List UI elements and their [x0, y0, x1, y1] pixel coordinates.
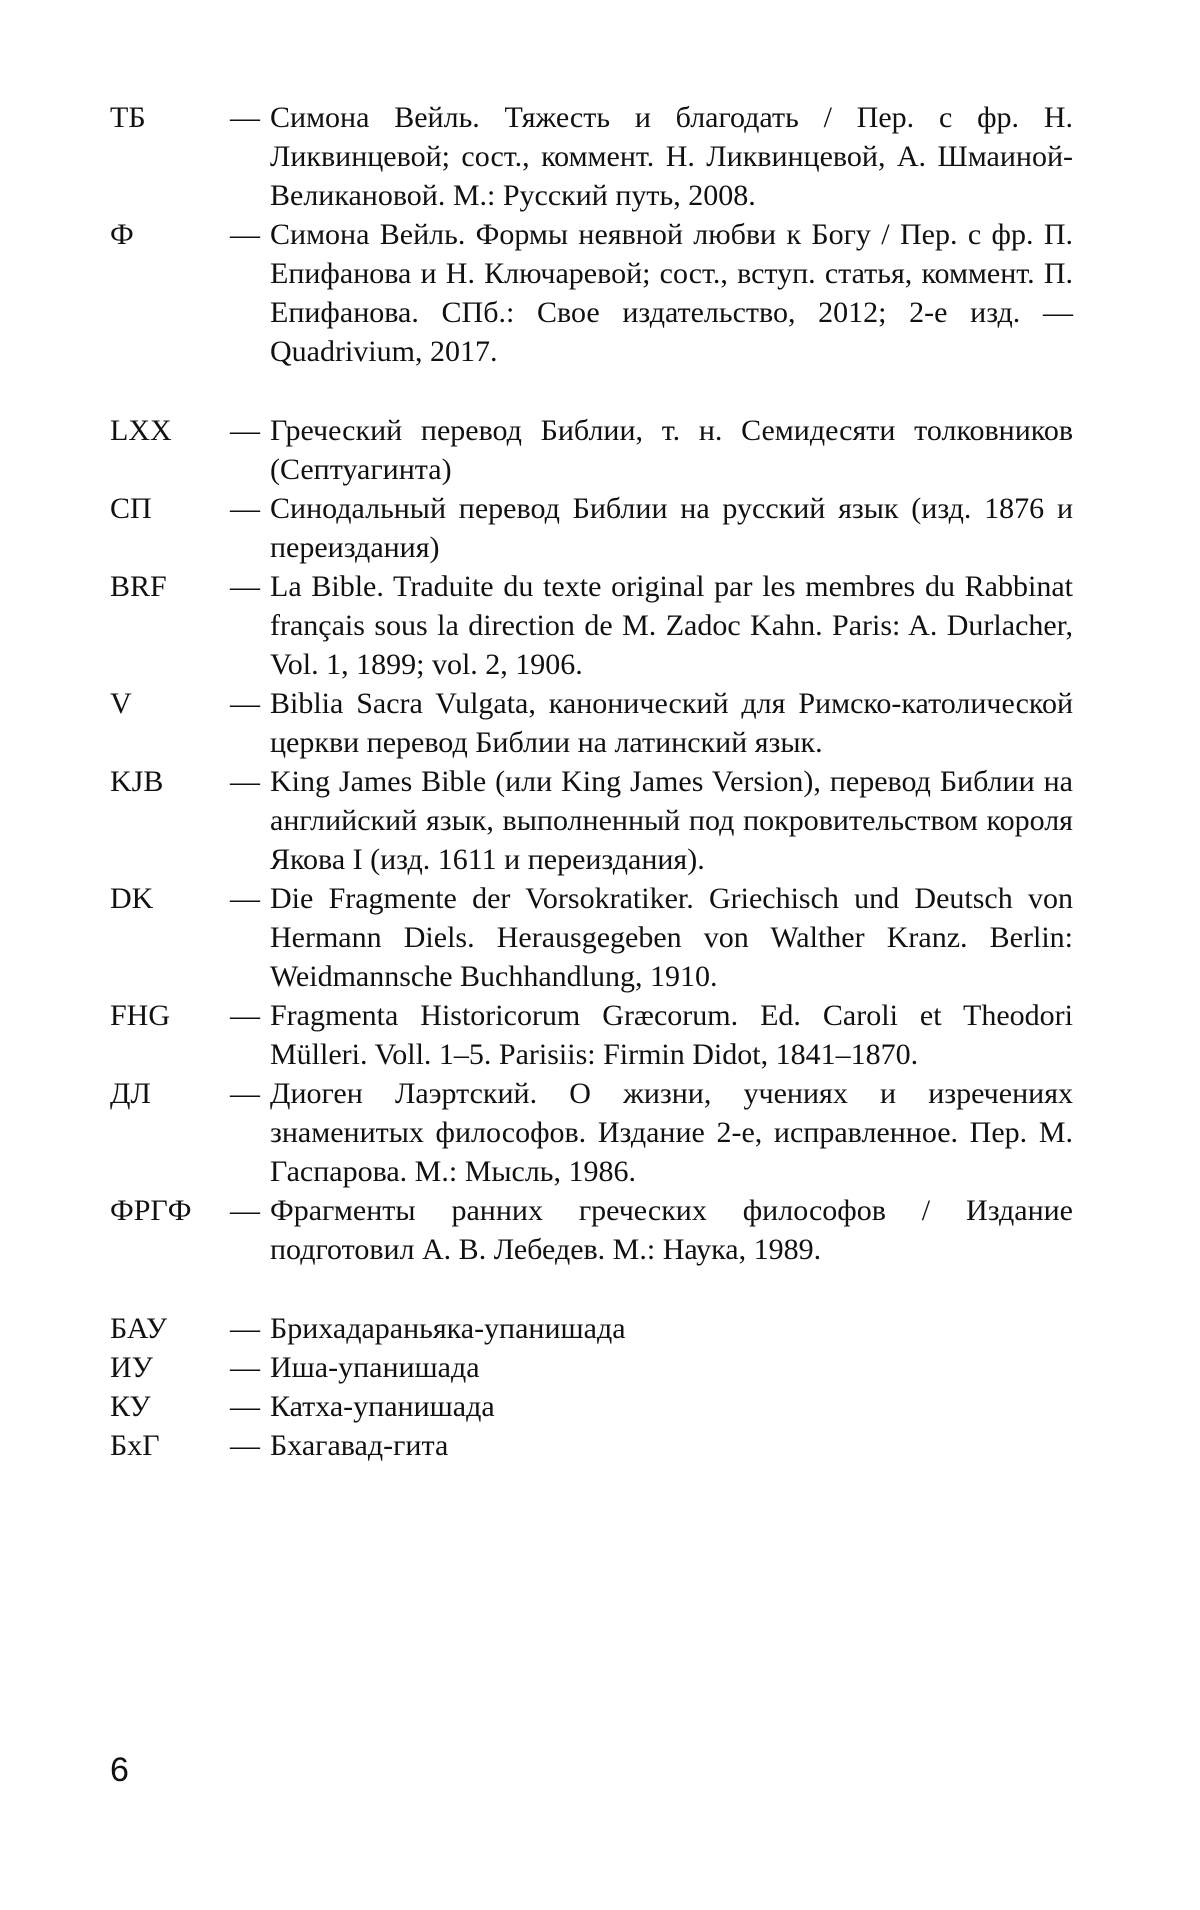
abbreviations-list [110, 98, 1090, 1465]
em-dash: — [230, 414, 260, 447]
page-number: 6 [110, 1751, 129, 1789]
abbreviation-definition [230, 1426, 1073, 1465]
em-dash: — [230, 101, 260, 134]
abbreviation-definition [230, 1348, 1073, 1387]
definition-text: Симона Вейль. Формы неявной любви к Богу / Пер. с фр. П. Епифанова и Н. Ключаревой; сост., вступ. статья, коммент. П. Епифанова. СПб.: Свое издательство, 2012; 2-е изд. — Quadrivium, 2017. [270, 218, 1073, 368]
em-dash: — [230, 1351, 260, 1384]
abbreviation-group-weil [110, 98, 1090, 371]
definition-text: Biblia Sacra Vulgata, канонический для Римско-католической церкви перевод Библии на латинский язык. [270, 687, 1073, 759]
definition-text: Fragmenta Historicorum Græcorum. Ed. Caroli et Theodori Mülleri. Voll. 1–5. Parisiis: Firmin Didot, 1841–1870. [270, 999, 1073, 1071]
definition-text: Катха-упанишада [270, 1390, 495, 1423]
em-dash: — [230, 1390, 260, 1423]
abbreviation-term: ДЛ [110, 1077, 151, 1110]
abbreviation-entry [110, 1426, 1090, 1465]
abbreviation-entry [110, 1191, 1090, 1269]
abbreviation-definition [230, 1387, 1073, 1426]
abbreviation-definition [230, 1309, 1073, 1348]
abbreviation-entry [110, 1348, 1090, 1387]
abbreviation-entry [110, 879, 1090, 996]
abbreviation-definition [230, 1074, 1073, 1191]
definition-text: Иша-упанишада [270, 1351, 480, 1384]
abbreviation-term: КУ [110, 1390, 151, 1423]
definition-text: Греческий перевод Библии, т. н. Семидесяти толковников (Септуагинта) [270, 414, 1073, 486]
abbreviation-term: FHG [110, 999, 171, 1032]
definition-text: Диоген Лаэртский. О жизни, учениях и изречениях знаменитых философов. Издание 2-е, исправленное. Пер. М. Гаспарова. М.: Мысль, 1986. [270, 1077, 1073, 1188]
abbreviation-term: V [110, 687, 132, 720]
abbreviation-entry [110, 684, 1090, 762]
abbreviation-term: Ф [110, 218, 134, 251]
em-dash: — [230, 1312, 260, 1345]
abbreviation-entry [110, 762, 1090, 879]
definition-text: King James Bible (или King James Version), перевод Библии на английский язык, выполненный под покровительством короля Якова I (изд. 1611 и переиздания). [270, 765, 1073, 876]
abbreviation-definition [230, 98, 1073, 215]
definition-text: Синодальный перевод Библии на русский язык (изд. 1876 и переиздания) [270, 492, 1073, 564]
abbreviation-term: ИУ [110, 1351, 153, 1384]
definition-text: La Bible. Traduite du texte original par les membres du Rabbinat français sous la direction de M. Zadoc Kahn. Paris: A. Durlacher, Vol. 1, 1899; vol. 2, 1906. [270, 570, 1073, 681]
abbreviation-entry [110, 1309, 1090, 1348]
em-dash: — [230, 882, 260, 915]
abbreviation-entry [110, 1074, 1090, 1191]
definition-text: Брихадараньяка-упанишада [270, 1312, 626, 1345]
abbreviation-entry [110, 567, 1090, 684]
abbreviation-definition [230, 489, 1073, 567]
em-dash: — [230, 570, 260, 603]
abbreviation-entry [110, 98, 1090, 215]
abbreviation-group-indian [110, 1309, 1090, 1465]
abbreviation-entry [110, 411, 1090, 489]
em-dash: — [230, 687, 260, 720]
definition-text: Фрагменты ранних греческих философов / Издание подготовил А. В. Лебедев. М.: Наука, 1989. [270, 1194, 1073, 1266]
abbreviation-entry [110, 1387, 1090, 1426]
abbreviation-entry [110, 215, 1090, 371]
abbreviation-term: KJB [110, 765, 164, 798]
em-dash: — [230, 765, 260, 798]
abbreviation-definition [230, 996, 1073, 1074]
definition-text: Бхагавад-гита [270, 1429, 449, 1462]
abbreviation-definition [230, 879, 1073, 996]
abbreviation-term: БхГ [110, 1429, 160, 1462]
em-dash: — [230, 1429, 260, 1462]
abbreviation-term: ФРГФ [110, 1194, 192, 1227]
abbreviation-definition [230, 567, 1073, 684]
abbreviation-term: DK [110, 882, 154, 915]
abbreviation-entry [110, 489, 1090, 567]
abbreviation-definition [230, 762, 1073, 879]
abbreviation-term: БАУ [110, 1312, 168, 1345]
definition-text: Die Fragmente der Vorsokratiker. Griechisch und Deutsch von Hermann Diels. Herausgegeben von Walther Kranz. Berlin: Weidmannsche Buchhandlung, 1910. [270, 882, 1073, 993]
abbreviation-definition [230, 1191, 1073, 1269]
em-dash: — [230, 218, 260, 251]
em-dash: — [230, 1194, 260, 1227]
abbreviation-term: LXX [110, 414, 172, 447]
definition-text: Симона Вейль. Тяжесть и благодать / Пер. с фр. Н. Ликвинцевой; сост., коммент. Н. Ликвинцевой, А. Шмаиной-Великановой. М.: Русский путь, 2008. [270, 101, 1073, 212]
abbreviation-definition [230, 684, 1073, 762]
abbreviation-term: ТБ [110, 101, 146, 134]
abbreviation-term: BRF [110, 570, 167, 603]
em-dash: — [230, 1077, 260, 1110]
abbreviation-term: СП [110, 492, 152, 525]
em-dash: — [230, 999, 260, 1032]
abbreviation-definition [230, 411, 1073, 489]
abbreviation-definition [230, 215, 1073, 371]
em-dash: — [230, 492, 260, 525]
abbreviation-group-texts [110, 411, 1090, 1269]
abbreviation-entry [110, 996, 1090, 1074]
